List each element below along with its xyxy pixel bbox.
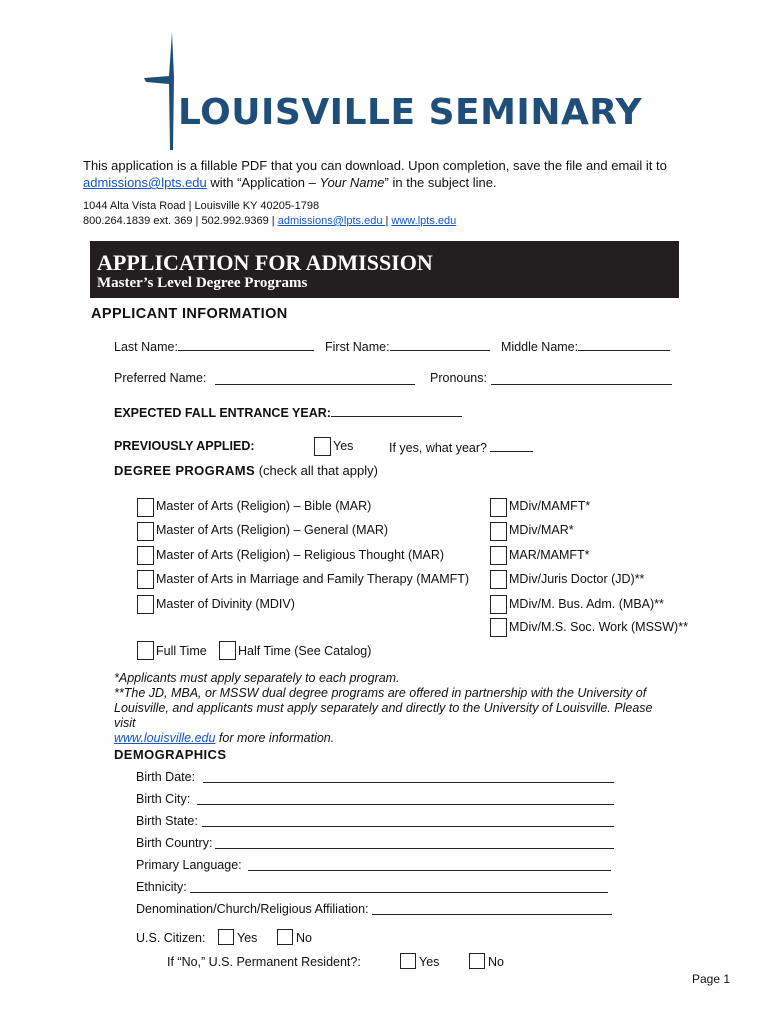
last-name-label: Last Name:: [114, 340, 178, 354]
middle-name-field[interactable]: [501, 338, 670, 354]
half-time-label: Half Time (See Catalog): [238, 644, 372, 658]
us-citizen-no-label: No: [296, 931, 312, 945]
degree-label-mdiv-mba: MDiv/M. Bus. Adm. (MBA)**: [509, 597, 664, 611]
degree-checkbox-mdiv-mba[interactable]: [490, 595, 507, 614]
primary-language-label: Primary Language:: [136, 858, 242, 872]
louisville-link[interactable]: www.louisville.edu: [114, 731, 216, 745]
degree-checkbox-mdiv-mar[interactable]: [490, 522, 507, 541]
program-notes: [114, 671, 674, 746]
ethnicity-label: Ethnicity:: [136, 880, 187, 894]
denomination-label: Denomination/Church/Religious Affiliation:: [136, 902, 369, 916]
degree-checkbox-mdiv-mssw[interactable]: [490, 618, 507, 637]
degree-label-mar-general: Master of Arts (Religion) – General (MAR): [156, 523, 389, 537]
degree-label-mdiv: Master of Divinity (MDIV): [156, 597, 295, 611]
intro-line-1: This application is a fillable PDF that you can download. Upon completion, save the file and email it to: [83, 158, 667, 173]
note-line-2: **The JD, MBA, or MSSW dual degree programs are offered in partnership with the University of: [114, 686, 647, 700]
previously-applied-label: PREVIOUSLY APPLIED:: [114, 439, 255, 453]
page-number: Page 1: [692, 972, 731, 986]
birth-city-label: Birth City:: [136, 792, 191, 806]
note-line-3: Louisville, and applicants must apply separately and directly to the University of Louisville. Please visit: [114, 701, 653, 730]
permanent-resident-yes-label: Yes: [419, 955, 440, 969]
degree-checkbox-mamft[interactable]: [137, 570, 154, 589]
middle-name-label: Middle Name:: [501, 340, 579, 354]
logo-wordmark: LOUISVILLE SEMINARY: [178, 92, 643, 133]
entrance-year-label: EXPECTED FALL ENTRANCE YEAR:: [114, 406, 331, 420]
intro-text: [83, 157, 683, 191]
permanent-resident-label: If “No,” U.S. Permanent Resident?:: [167, 955, 361, 969]
birth-country-line[interactable]: [215, 836, 614, 849]
birth-city-line[interactable]: [197, 792, 614, 805]
full-time-label: Full Time: [156, 644, 207, 658]
ethnicity-line[interactable]: [190, 880, 608, 893]
birth-state-label: Birth State:: [136, 814, 198, 828]
entrance-year-field[interactable]: [114, 404, 462, 420]
address-line: 1044 Alta Vista Road | Louisville KY 40205-1798: [83, 200, 320, 212]
degree-checkbox-mar-bible[interactable]: [137, 498, 154, 517]
permanent-resident-no-checkbox[interactable]: [469, 953, 485, 969]
degree-label-mdiv-jd: MDiv/Juris Doctor (JD)**: [509, 572, 645, 586]
us-citizen-no-checkbox[interactable]: [277, 929, 293, 945]
last-name-line[interactable]: [178, 338, 314, 351]
first-name-line[interactable]: [390, 338, 490, 351]
degree-label-mamft: Master of Arts in Marriage and Family Therapy (MAMFT): [156, 572, 470, 586]
degree-label-mar-religious-thought: Master of Arts (Religion) – Religious Thought (MAR): [156, 548, 445, 562]
degree-label-mdiv-mar: MDiv/MAR*: [509, 523, 574, 537]
website-link[interactable]: www.lpts.edu: [391, 215, 457, 227]
preferred-name-line[interactable]: [215, 372, 415, 385]
pronouns-line[interactable]: [491, 372, 672, 385]
intro-line-2-end: ” in the subject line.: [384, 175, 497, 190]
degree-label-mar-mamft: MAR/MAMFT*: [509, 548, 590, 562]
intro-email-link[interactable]: admissions@lpts.edu: [83, 175, 207, 190]
degree-checkbox-mdiv-mamft[interactable]: [490, 498, 507, 517]
degree-programs-title: DEGREE PROGRAMS: [114, 463, 256, 478]
degree-checkbox-mdiv[interactable]: [137, 595, 154, 614]
degree-label-mdiv-mssw: MDiv/M.S. Soc. Work (MSSW)**: [509, 620, 688, 634]
preferred-name-label: Preferred Name:: [114, 371, 207, 385]
degree-checkbox-mar-general[interactable]: [137, 522, 154, 541]
contact-line: [83, 215, 456, 227]
birth-state-line[interactable]: [202, 814, 614, 827]
first-name-label: First Name:: [325, 340, 390, 354]
primary-language-line[interactable]: [248, 858, 611, 871]
degree-label-mdiv-mamft: MDiv/MAMFT*: [509, 499, 591, 513]
us-citizen-yes-checkbox[interactable]: [218, 929, 234, 945]
demographics-heading: DEMOGRAPHICS: [114, 747, 227, 762]
form-title: APPLICATION FOR ADMISSION: [97, 250, 433, 275]
if-yes-label: If yes, what year?: [389, 441, 487, 455]
degree-label-mar-bible: Master of Arts (Religion) – Bible (MAR): [156, 499, 372, 513]
previously-applied-yes-label: Yes: [333, 439, 354, 453]
first-name-field[interactable]: [325, 338, 490, 354]
us-citizen-label: U.S. Citizen:: [136, 931, 206, 945]
full-time-checkbox[interactable]: [137, 641, 154, 660]
birth-date-label: Birth Date:: [136, 770, 196, 784]
note-line-4-rest: for more information.: [215, 731, 335, 745]
birth-date-line[interactable]: [203, 770, 614, 783]
permanent-resident-no-label: No: [488, 955, 504, 969]
form-subtitle: Master’s Level Degree Programs: [97, 275, 308, 291]
applicant-info-heading: APPLICANT INFORMATION: [91, 306, 288, 322]
intro-your-name: Your Name: [319, 175, 385, 190]
permanent-resident-yes-checkbox[interactable]: [400, 953, 416, 969]
if-yes-year-line[interactable]: [490, 439, 533, 452]
middle-name-line[interactable]: [578, 338, 670, 351]
contact-email-link[interactable]: admissions@lpts.edu: [277, 215, 386, 227]
us-citizen-yes-label: Yes: [237, 931, 258, 945]
half-time-checkbox[interactable]: [219, 641, 236, 660]
degree-checkbox-mar-mamft[interactable]: [490, 546, 507, 565]
note-line-1: *Applicants must apply separately to each program.: [114, 671, 400, 685]
denomination-line[interactable]: [372, 902, 612, 915]
phone-text: 800.264.1839 ext. 369 | 502.992.9369 |: [83, 215, 278, 227]
degree-checkbox-mar-religious-thought[interactable]: [137, 546, 154, 565]
separator: |: [385, 215, 392, 227]
intro-line-2: with “Application –: [206, 175, 320, 190]
last-name-field[interactable]: [114, 338, 314, 354]
birth-country-label: Birth Country:: [136, 836, 213, 850]
if-yes-field[interactable]: [389, 439, 533, 455]
entrance-year-line[interactable]: [331, 404, 462, 417]
degree-programs-hint: (check all that apply): [255, 463, 378, 478]
note-line-4: [114, 731, 674, 746]
pronouns-label: Pronouns:: [430, 371, 487, 385]
degree-checkbox-mdiv-jd[interactable]: [490, 570, 507, 589]
degree-programs-heading: [114, 463, 378, 478]
previously-applied-yes-checkbox[interactable]: [314, 437, 331, 456]
